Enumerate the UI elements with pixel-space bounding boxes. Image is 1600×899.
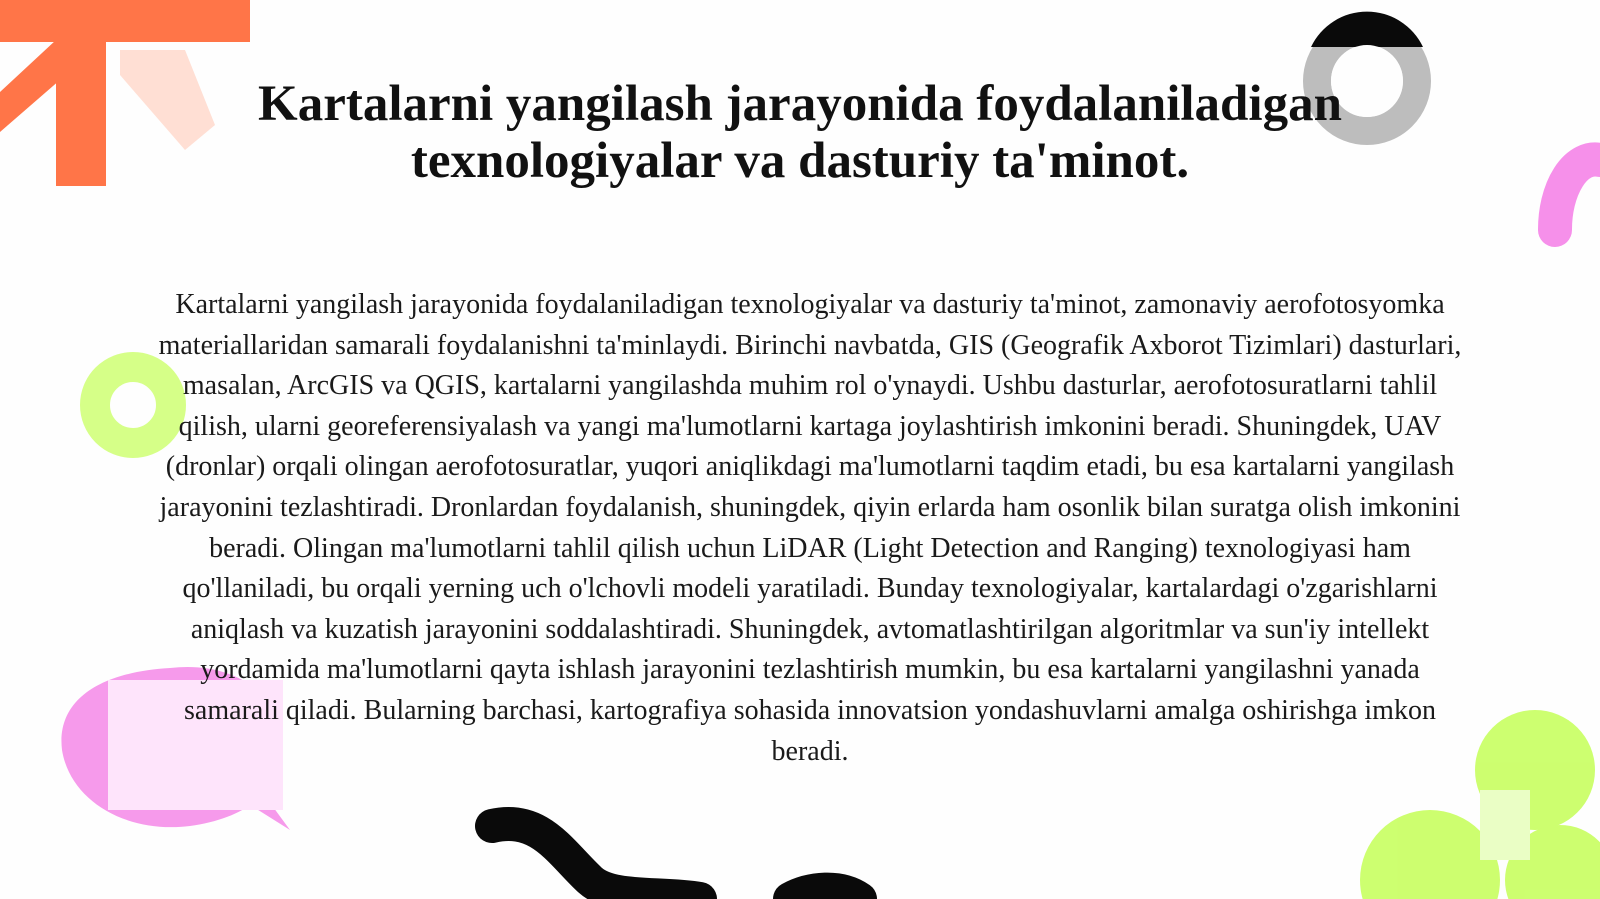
pink-arc-shape — [1555, 159, 1600, 230]
black-squiggle-shape — [492, 824, 860, 899]
slide-body-text: Kartalarni yangilash jarayonida foydalaniladigan texnologiyalar va dasturiy ta'minot, zamonaviy aerofotosyomka materiallaridan samarali foydalanishni ta'minlaydi. Birinchi navbatda, GIS (Geografik Axborot Tizimlari) dasturlari, masalan, ArcGIS va QGIS, kartalarni yangilashda muhim rol o'ynaydi. Ushbu dasturlar, aerofotosuratlarni tahlil qilish, ularni georeferensiyalash va yangi ma'lumotlarni kartaga joylashtirish imkonini beradi. Shuningdek, UAV (dronlar) orqali olingan aerofotosuratlar, yuqori aniqlikdagi ma'lumotlarni taqdim etadi, bu esa kartalarni yangilash jarayonini tezlashtiradi. Dronlardan foydalanish, shuningdek, qiyin erlarda ham osonlik bilan suratga olish imkonini beradi. Olingan ma'lumotlarni tahlil qilish uchun LiDAR (Light Detection and Ranging) texnologiyasi ham qo'llaniladi, bu orqali yerning uch o'lchovli modeli yaratiladi. Bunday texnologiyalar, kartalardagi o'zgarishlarni aniqlash va kuzatish jarayonini soddalashtiradi. Shuningdek, avtomatlashtirilgan algoritmlar va sun'iy intellekt yordamida ma'lumotlarni qayta ishlash jarayonini tezlashtirish mumkin, bu esa kartalarni yangilashni yanada samarali qiladi. Bularning barchasi, kartografiya sohasida innovatsion yondashuvlarni amalga oshirishga imkon beradi. — [158, 289, 1462, 767]
slide-title: Kartalarni yangilash jarayonida foydalaniladigan texnologiyalar va dasturiy ta'minot. — [258, 76, 1342, 189]
